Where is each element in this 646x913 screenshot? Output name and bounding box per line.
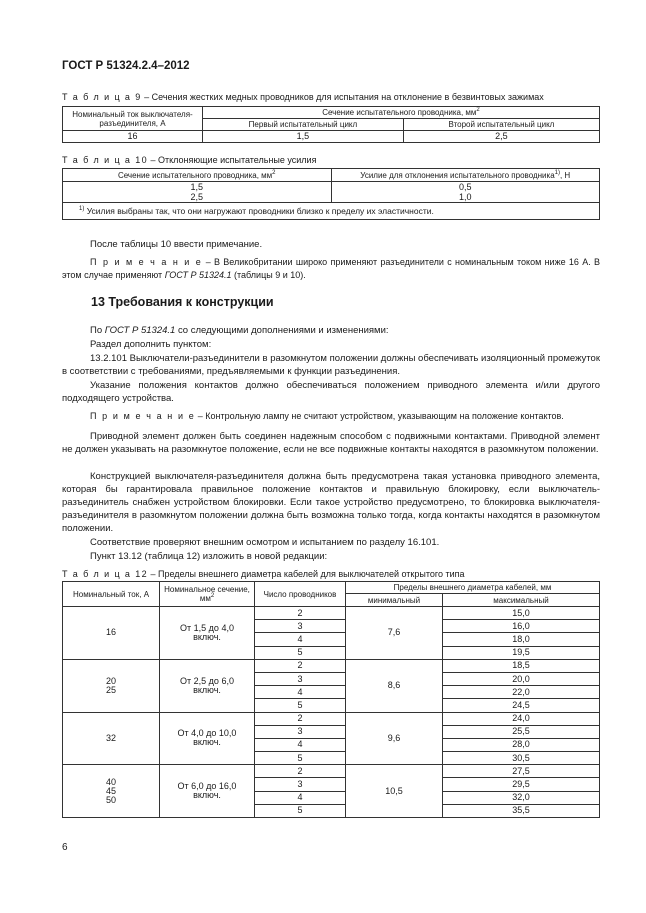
table10: [62, 168, 600, 220]
t10-col2-header-text: Усилие для отклонения испытательного проводника: [360, 170, 555, 180]
t12-h-min: минимальный: [346, 594, 443, 607]
table10-caption-text: – Отклоняющие испытательные усилия: [148, 155, 317, 165]
t12-count: 2: [255, 765, 346, 778]
note-lamp-text: – Контрольную лампу не считают устройством, указывающим на положение контактов.: [195, 411, 564, 421]
t9-sub2: Второй испытательный цикл: [403, 119, 599, 131]
note-lamp: [62, 410, 600, 423]
table9: [62, 106, 600, 143]
t9-col1-header: Номинальный ток выключателя-разъединителя, А: [63, 107, 203, 131]
table9-caption-prefix: Т а б л и ц а 9: [62, 92, 142, 102]
note-lamp-prefix: П р и м е ч а н и е: [90, 411, 196, 421]
t12-max: 30,5: [443, 752, 600, 765]
paragraph-5: Приводной элемент должен быть соединен надежным способом с подвижными контактами. Приводной элемент не должен указывать на разомкнутое положение, если не все подвижные контакты находятся в разомкнутом положении.: [62, 431, 600, 455]
t12-min: 7,6: [346, 607, 443, 660]
table10-caption: [62, 155, 316, 165]
t12-section: От 6,0 до 16,0 включ.: [160, 765, 255, 818]
t9-col2-sup: 2: [476, 107, 480, 113]
t12-max: 24,0: [443, 712, 600, 725]
t12-h-section-text: Номинальное сечение, мм: [164, 585, 250, 603]
note-uk: [62, 256, 600, 282]
table12-caption-prefix: Т а б л и ц а 12: [62, 569, 149, 579]
t12-max: 24,5: [443, 699, 600, 712]
t12-count: 3: [255, 725, 346, 738]
paragraph-after-table10: После таблицы 10 ввести примечание.: [90, 239, 263, 250]
t10-col1-header: [63, 169, 332, 182]
t12-current: 20 25: [63, 659, 160, 712]
table12: [62, 581, 600, 818]
t12-min: 10,5: [346, 765, 443, 818]
paragraph-6: Конструкцией выключателя-разъединителя должна быть предусмотрена такая установка приводного элемента, которая бы гарантировала правильное положение контактов и правильную блокировку, если выключатель-разъединитель снабжен устройством блокировки. Если такое устройство предусмотрено, то блокировка выключателя-разъединителя в разомкнутом положении должна быть возможна только тогда, когда контакты находятся в разомкнутом положении.: [62, 471, 600, 534]
t12-max: 28,0: [443, 738, 600, 751]
t12-count: 2: [255, 607, 346, 620]
t12-count: 3: [255, 672, 346, 685]
t12-h-section: [160, 582, 255, 607]
t12-count: 2: [255, 712, 346, 725]
table10-caption-prefix: Т а б л и ц а 10: [62, 155, 149, 165]
t10-footnote: [63, 203, 600, 220]
paragraph-8: Пункт 13.12 (таблица 12) изложить в новой редакции:: [90, 551, 328, 562]
paragraph-1-ref: ГОСТ Р 51324.1: [104, 325, 176, 336]
t10-col2-sup: 1): [554, 169, 560, 176]
t12-section: От 1,5 до 4,0 включ.: [160, 607, 255, 660]
t12-count: 5: [255, 804, 346, 817]
t12-max: 22,0: [443, 686, 600, 699]
t12-count: 5: [255, 646, 346, 659]
t12-count: 3: [255, 778, 346, 791]
t10-cell: 1,0: [458, 192, 472, 202]
t12-count: 4: [255, 686, 346, 699]
t12-current: 16: [63, 607, 160, 660]
t12-max: 20,0: [443, 672, 600, 685]
t12-max: 18,0: [443, 633, 600, 646]
t12-max: 19,5: [443, 646, 600, 659]
t12-count: 3: [255, 620, 346, 633]
t12-min: 9,6: [346, 712, 443, 765]
t12-section: От 2,5 до 6,0 включ.: [160, 659, 255, 712]
t10-col2-values: [331, 182, 600, 203]
note-uk-ref: ГОСТ Р 51324.1: [164, 270, 232, 280]
t9-cell: 16: [63, 131, 203, 143]
t10-cell: 0,5: [458, 182, 472, 192]
t12-max: 18,5: [443, 659, 600, 672]
t10-footnote-text: Усилия выбраны так, что они нагружают проводники близко к пределу их эластичности.: [84, 205, 434, 216]
paragraph-2: Раздел дополнить пунктом:: [90, 339, 212, 350]
paragraph-7: Соответствие проверяют внешним осмотром и испытанием по разделу 16.101.: [90, 537, 440, 548]
t12-min: 8,6: [346, 659, 443, 712]
t12-max: 32,0: [443, 791, 600, 804]
t12-count: 4: [255, 738, 346, 751]
paragraph-1-a: По: [90, 325, 105, 336]
t12-h-current: Номинальный ток, А: [63, 582, 160, 607]
page-number: 6: [62, 842, 68, 853]
t12-count: 5: [255, 752, 346, 765]
t10-col1-sup: 2: [272, 169, 276, 176]
table-row: [63, 765, 600, 778]
t12-max: 27,5: [443, 765, 600, 778]
t9-col2-header: [203, 107, 600, 119]
t10-col1-header-text: Сечение испытательного проводника, мм: [117, 170, 273, 180]
note-uk-prefix: П р и м е ч а н и е: [90, 257, 203, 267]
paragraph-1-b: со следующими дополнениями и изменениями:: [175, 325, 389, 336]
t10-cell: 1,5: [190, 182, 203, 192]
paragraph-3: 13.2.101 Выключатели-разъединители в разомкнутом положении должны обеспечивать изоляционный промежуток в соответствии с требованиями, предъявляемыми к функции разъединения.: [62, 353, 600, 377]
t10-cell: 2,5: [190, 192, 203, 202]
t9-cell: 1,5: [203, 131, 404, 143]
t12-max: 16,0: [443, 620, 600, 633]
t10-col2-unit: , Н: [559, 170, 571, 180]
paragraph-1: [62, 324, 600, 337]
t9-col2-header-text: Сечение испытательного проводника, мм: [322, 108, 477, 117]
t10-col2-header: [331, 169, 600, 182]
note-uk-text-b: (таблицы 9 и 10).: [231, 270, 306, 280]
table-row: [63, 607, 600, 620]
t12-h-count: Число проводников: [255, 582, 346, 607]
paragraph-4: Указание положения контактов должно обеспечиваться положением приводного элемента и/или другого подходящего устройства.: [62, 380, 600, 404]
note-uk-text-a: – В Великобритании широко применяют разъединители с номинальным током ниже 16 А. В этом случае применяют: [62, 257, 600, 280]
t12-max: 35,5: [443, 804, 600, 817]
t12-count: 4: [255, 791, 346, 804]
page-header: ГОСТ Р 51324.2.4–2012: [62, 60, 190, 72]
t12-max: 15,0: [443, 607, 600, 620]
t12-h-section-sup: 2: [210, 593, 215, 599]
table12-caption: [62, 569, 465, 579]
t12-section: От 4,0 до 10,0 включ.: [160, 712, 255, 765]
table12-caption-text: – Пределы внешнего диаметра кабелей для выключателей открытого типа: [148, 569, 465, 579]
table9-caption: [62, 92, 544, 102]
table-row: [63, 659, 600, 672]
t12-h-max: максимальный: [443, 594, 600, 607]
t10-col1-values: [63, 182, 332, 203]
t12-count: 4: [255, 633, 346, 646]
t12-h-limits: Пределы внешнего диаметра кабелей, мм: [346, 582, 600, 594]
t12-max: 29,5: [443, 778, 600, 791]
t9-sub1: Первый испытательный цикл: [203, 119, 404, 131]
t9-cell: 2,5: [403, 131, 599, 143]
t12-count: 5: [255, 699, 346, 712]
table9-caption-text: – Сечения жестких медных проводников для испытания на отклонение в безвинтовых зажимах: [141, 92, 544, 102]
t12-max: 25,5: [443, 725, 600, 738]
section-title: 13 Требования к конструкции: [91, 295, 274, 309]
table-row: [63, 712, 600, 725]
t12-count: 2: [255, 659, 346, 672]
t10-footnote-sup: 1): [79, 205, 85, 212]
t12-current: 40 45 50: [63, 765, 160, 818]
t12-current: 32: [63, 712, 160, 765]
